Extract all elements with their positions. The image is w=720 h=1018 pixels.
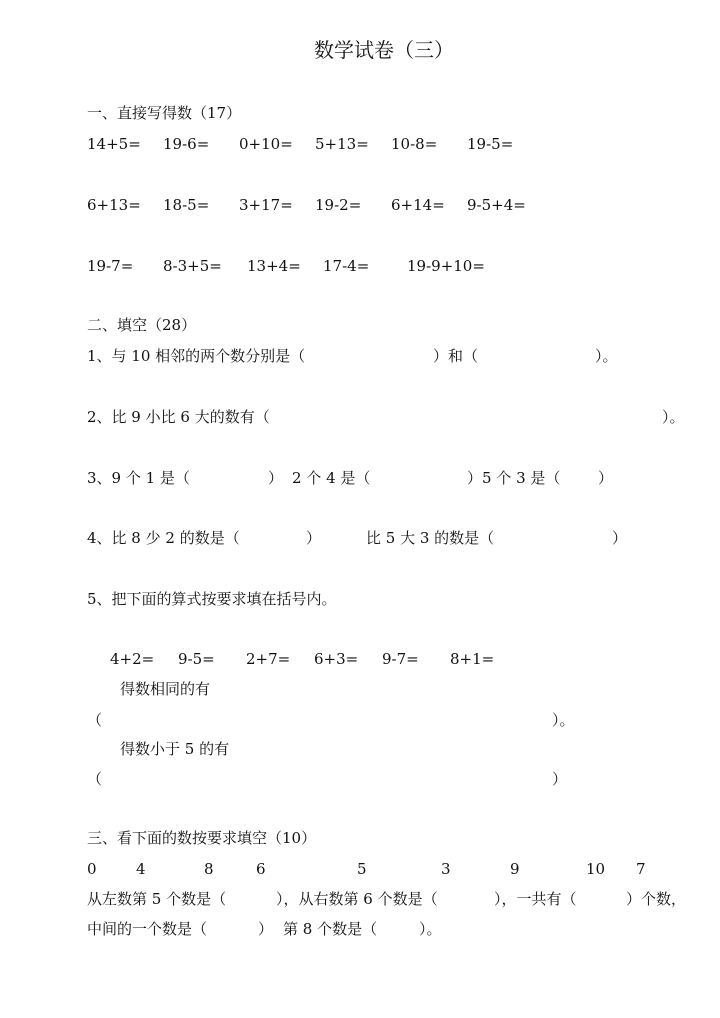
expression: 6+14= (391, 196, 445, 214)
less-than-five-label: 得数小于 5 的有 (120, 740, 230, 758)
question-4-part2: 比 5 大 3 的数是（ (366, 529, 495, 547)
question-4-close2: ） (612, 529, 628, 547)
expression: 6+3= (314, 650, 359, 668)
sequence-number: 4 (136, 860, 146, 878)
sequence-number: 10 (586, 860, 606, 878)
section2-heading: 二、填空（28） (87, 316, 197, 334)
expression: 9-5= (178, 650, 215, 668)
sequence-number: 3 (441, 860, 451, 878)
expression: 5+13= (315, 135, 369, 153)
sequence-number: 8 (204, 860, 214, 878)
section3-line2-b: ） (258, 920, 274, 938)
sequence-number: 0 (87, 860, 97, 878)
expression: 8+1= (450, 650, 495, 668)
expression: 19-9+10= (407, 257, 485, 275)
section3-line1-b: ），从右数第 6 个数是（ (276, 890, 438, 908)
expression: 19-2= (315, 196, 362, 214)
question-5-text: 5、把下面的算式按要求填在括号内。 (87, 590, 337, 608)
question-3-close1: ） (268, 469, 284, 487)
section3-line1-a: 从左数第 5 个数是（ (87, 890, 227, 908)
expression: 18-5= (163, 196, 210, 214)
question-3-close3: ） (598, 469, 614, 487)
section1-heading: 一、直接写得数（17） (87, 104, 242, 122)
expression: 2+7= (246, 650, 291, 668)
expression: 19-6= (163, 135, 210, 153)
question-1-mid: ）和（ (433, 347, 479, 365)
page-title: 数学试卷（三） (314, 38, 454, 62)
section3-heading: 三、看下面的数按要求填空（10） (87, 829, 317, 847)
expression: 0+10= (239, 135, 293, 153)
same-result-label: 得数相同的有 (120, 680, 211, 698)
sequence-number: 9 (510, 860, 520, 878)
section3-line1-c: ），一共有（ (494, 890, 577, 908)
expression: 13+4= (247, 257, 301, 275)
expression: 14+5= (87, 135, 141, 153)
question-2-end: ）。 (662, 408, 685, 426)
question-4-close1: ） (306, 529, 322, 547)
expression: 17-4= (323, 257, 370, 275)
close-paren-period: ）。 (552, 711, 575, 729)
open-paren: （ (87, 770, 103, 788)
expression: 10-8= (391, 135, 438, 153)
section3-line2-a: 中间的一个数是（ (87, 920, 208, 938)
close-paren: ） (552, 770, 568, 788)
expression: 9-7= (382, 650, 419, 668)
question-4-part1: 4、比 8 少 2 的数是（ (87, 529, 240, 547)
section3-line2-c: 第 8 个数是（ (283, 920, 378, 938)
sequence-number: 5 (357, 860, 367, 878)
expression: 19-7= (87, 257, 134, 275)
question-3-part1: 3、9 个 1 是（ (87, 469, 190, 487)
sequence-number: 7 (636, 860, 646, 878)
sequence-number: 6 (256, 860, 266, 878)
question-2-text: 2、比 9 小比 6 大的数有（ (87, 408, 270, 426)
section3-line1-d: ）个数， (626, 890, 687, 908)
expression: 3+17= (239, 196, 293, 214)
expression: 19-5= (467, 135, 514, 153)
expression: 4+2= (110, 650, 155, 668)
section3-line2-d: ）。 (419, 920, 442, 938)
question-3-close2: ）5 个 3 是（ (467, 469, 561, 487)
open-paren: （ (87, 711, 103, 729)
expression: 8-3+5= (163, 257, 222, 275)
question-3-part2: 2 个 4 是（ (292, 469, 371, 487)
expression: 6+13= (87, 196, 141, 214)
expression: 9-5+4= (467, 196, 526, 214)
question-1-end: ）。 (595, 347, 618, 365)
question-1-text: 1、与 10 相邻的两个数分别是（ (87, 347, 306, 365)
